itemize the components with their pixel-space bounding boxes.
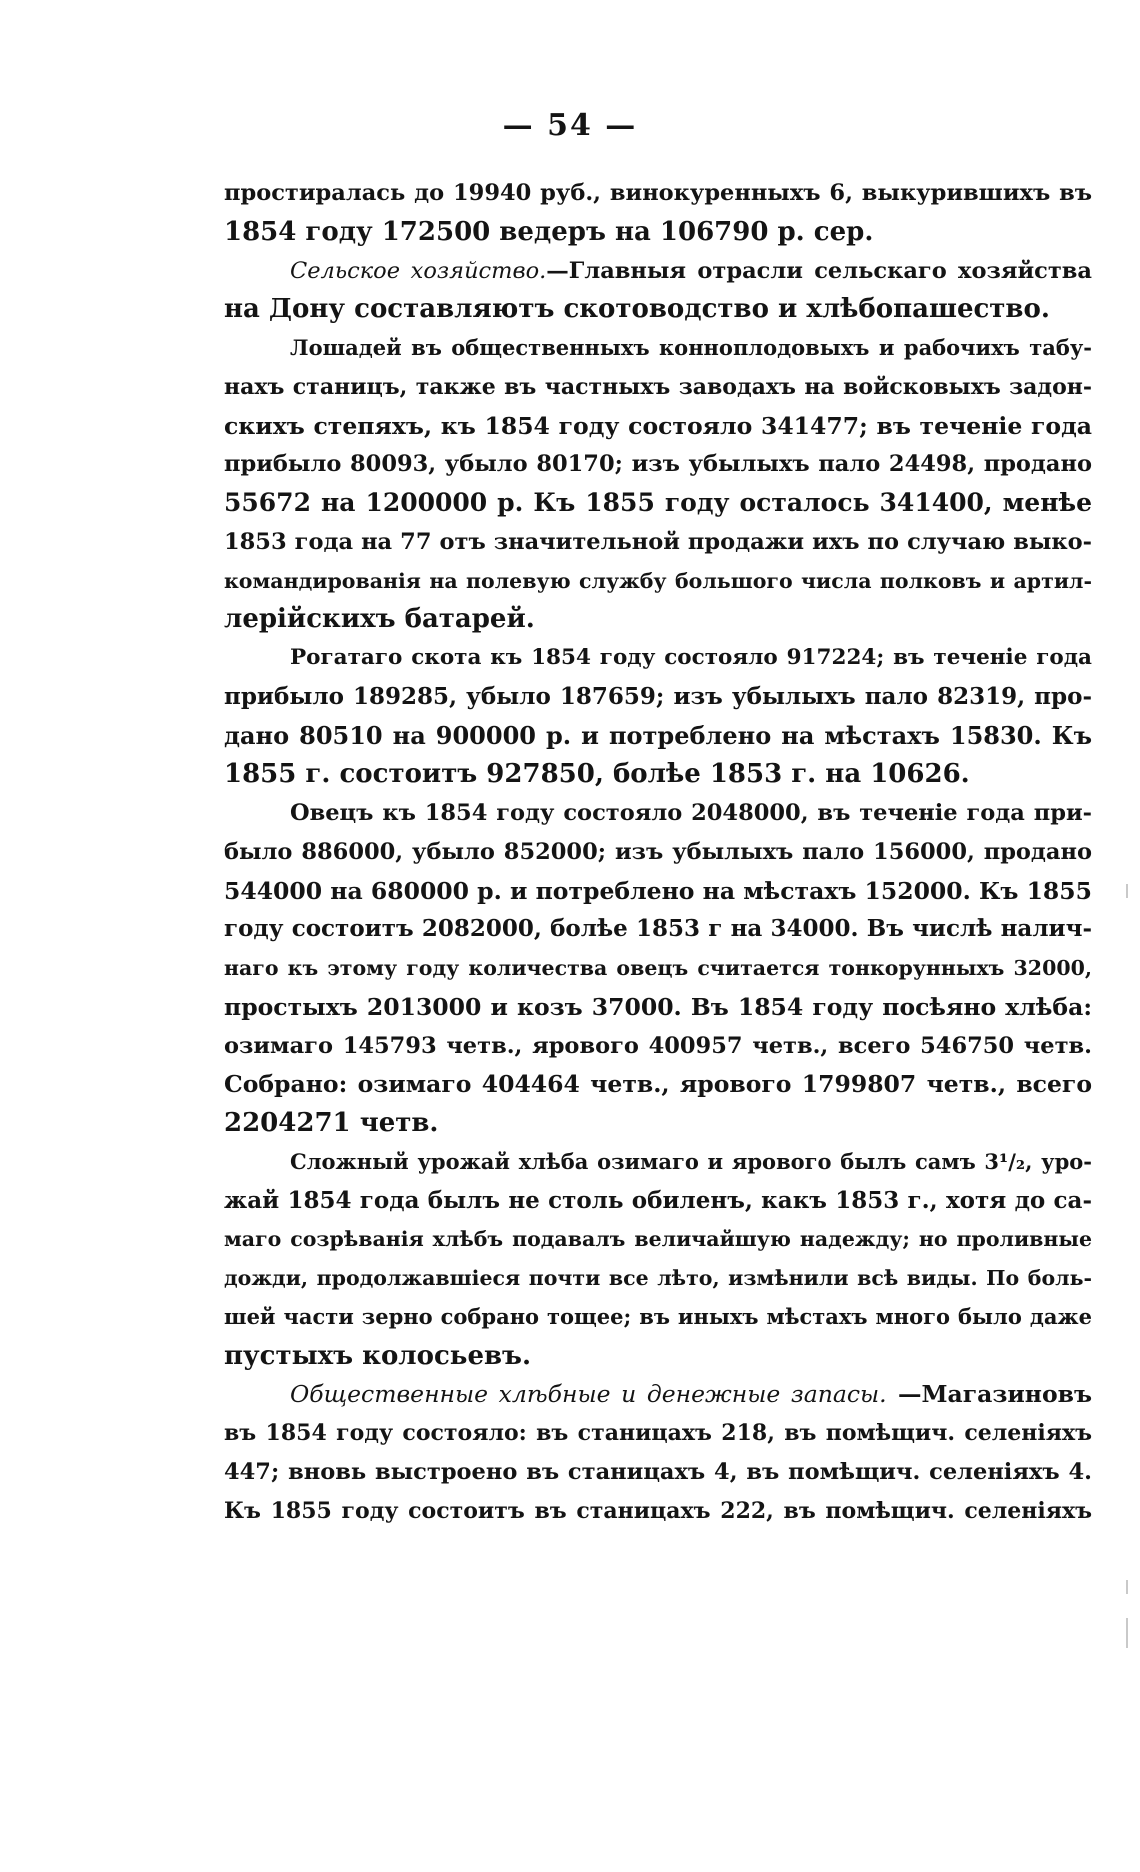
text-line: жай 1854 года былъ не столь обиленъ, какъ 1853 г., хотя до са-: [224, 1186, 1092, 1214]
text-line: шей части зерно собрано тощее; въ иныхъ мѣстахъ много было даже: [224, 1303, 1092, 1329]
page-text: [224, 174, 1092, 1530]
text-line: нахъ станицъ, также въ частныхъ заводахъ на войсковыхъ задон-: [224, 373, 1092, 400]
text-line: Рогатаго скота къ 1854 году состояло 917224; въ теченіе года: [290, 645, 1092, 670]
text-line: наго къ этому году количества овецъ считается тонкорунныхъ 32000,: [224, 956, 1092, 980]
text-line: прибыло 80093, убыло 80170; изъ убылыхъ пало 24498, продано: [224, 451, 1092, 478]
text-line: [224, 252, 1092, 291]
text-line: въ 1854 году состояло: въ станицахъ 218, въ помѣщич. селеніяхъ: [224, 1420, 1092, 1446]
text-line: лерійскихъ батарей.: [224, 604, 535, 635]
scan-margin-mark: [1126, 1580, 1128, 1594]
text-line: 544000 на 680000 р. и потреблено на мѣстахъ 152000. Къ 1855: [224, 876, 1092, 905]
scan-margin-mark: [1126, 884, 1128, 898]
text-line: озимаго 145793 четв., ярового 400957 четв., всего 546750 четв.: [224, 1032, 1092, 1059]
text-line: скихъ степяхъ, къ 1854 году состояло 341477; въ теченіе года: [224, 411, 1092, 440]
text-line-rest: —Магазиновъ: [886, 1380, 1092, 1409]
text-line: пустыхъ колосьевъ.: [224, 1340, 532, 1371]
text-line: было 886000, убыло 852000; изъ убылыхъ пало 156000, продано: [224, 838, 1092, 865]
text-line: простыхъ 2013000 и козъ 37000. Въ 1854 году посѣяно хлѣба:: [224, 992, 1092, 1021]
text-line: дожди, продолжавшіеся почти все лѣто, измѣнили всѣ виды. По боль-: [224, 1266, 1092, 1290]
text-line: прибыло 189285, убыло 187659; изъ убылыхъ пало 82319, про-: [224, 682, 1092, 710]
text-line: Сложный урожай хлѣба озимаго и ярового былъ самъ 3¹/₂, уро-: [290, 1148, 1092, 1174]
text-line: командированія на полевую службу большого числа полковъ и артил-: [224, 568, 1092, 593]
section-heading: Общественные хлѣбные и денежные запасы.: [290, 1380, 887, 1409]
text-line: 1854 году 172500 ведеръ на 106790 р. сер.: [224, 216, 874, 247]
text-line: Овецъ къ 1854 году состояло 2048000, въ теченіе года при-: [290, 800, 1092, 826]
text-line-rest: —Главныя отрасли сельскаго хозяйства: [546, 257, 1092, 284]
text-line: [224, 1375, 1092, 1414]
text-line: 447; вновь выстроено въ станицахъ 4, въ помѣщич. селеніяхъ 4.: [224, 1458, 1092, 1485]
scan-margin-mark: [1126, 1618, 1128, 1648]
text-line: на Дону составляютъ скотоводство и хлѣбопашество.: [224, 294, 1050, 325]
text-line: простиралась до 19940 руб., винокуренныхъ 6, выкурившихъ въ: [224, 180, 1092, 206]
section-heading: Сельское хозяйство.: [290, 257, 547, 284]
text-line: 1853 года на 77 отъ значительной продажи ихъ по случаю выко-: [224, 528, 1092, 555]
page-number: — 54 —: [502, 108, 638, 143]
text-line: Къ 1855 году состоитъ въ станицахъ 222, въ помѣщич. селеніяхъ: [224, 1497, 1092, 1524]
text-line: Лошадей въ общественныхъ конноплодовыхъ и рабочихъ табу-: [290, 335, 1092, 360]
text-line: 55672 на 1200000 р. Къ 1855 году осталось 341400, менѣе: [224, 488, 1092, 517]
text-line: Собрано: озимаго 404464 четв., ярового 1799807 четв., всего: [224, 1070, 1092, 1099]
text-line: 1855 г. состоитъ 927850, болѣе 1853 г. на 10626.: [224, 759, 970, 790]
text-line: дано 80510 на 900000 р. и потреблено на мѣстахъ 15830. Къ: [224, 720, 1092, 750]
text-line: 2204271 четв.: [224, 1108, 439, 1138]
text-line: маго созрѣванія хлѣбъ подавалъ величайшую надежду; но проливные: [224, 1227, 1092, 1252]
text-line: году состоитъ 2082000, болѣе 1853 г на 34000. Въ числѣ налич-: [224, 915, 1092, 943]
